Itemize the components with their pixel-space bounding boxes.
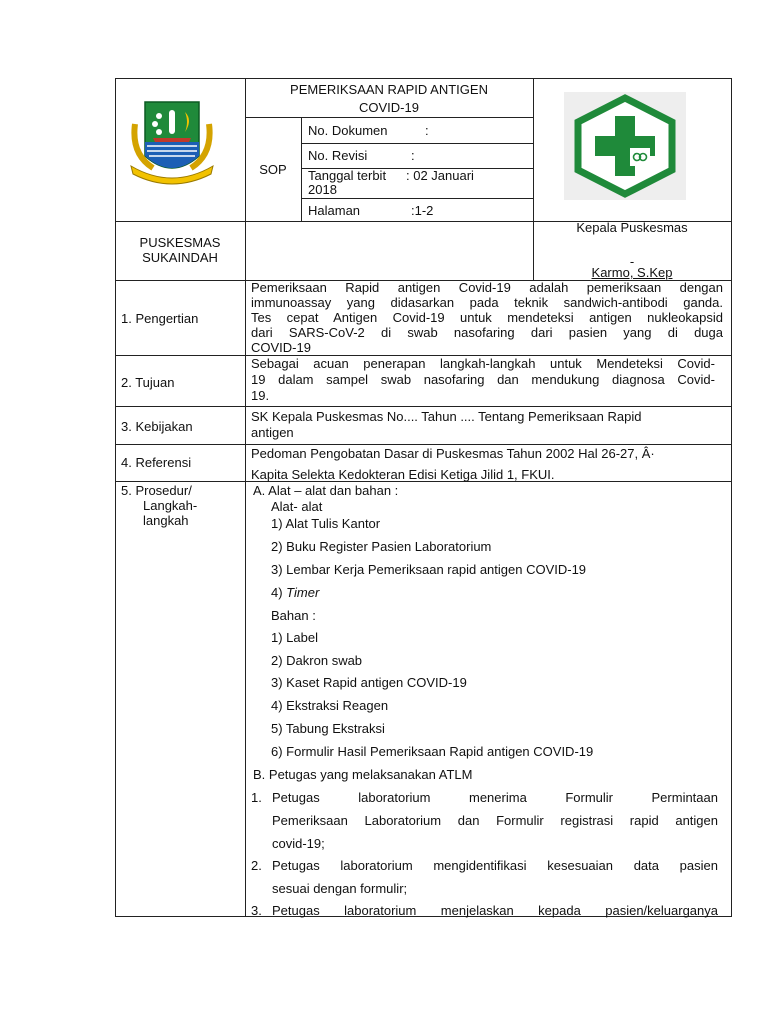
org-name-line1: PUSKESMAS bbox=[139, 235, 221, 250]
regional-emblem-logo bbox=[123, 98, 221, 190]
field-no-revisi-label: No. Revisi bbox=[308, 148, 368, 163]
field-no-dokumen-value: : bbox=[425, 123, 429, 138]
step-1-line-1: Petugas laboratorium menerima Formulir Permintaan bbox=[272, 790, 718, 805]
label-prosedur-3: langkah bbox=[143, 513, 189, 528]
alat-item-3: 3) Lembar Kerja Pemeriksaan rapid antigen COVID-19 bbox=[271, 562, 587, 577]
bahan-item-6: 6) Formulir Hasil Pemeriksaan Rapid antigen COVID-19 bbox=[271, 744, 594, 759]
alat-heading: Alat- alat bbox=[271, 499, 323, 514]
border-left bbox=[115, 78, 116, 917]
section-line-3 bbox=[115, 444, 732, 445]
alat-item-1: 1) Alat Tulis Kantor bbox=[271, 516, 381, 531]
sop-label: SOP bbox=[259, 162, 287, 177]
label-kebijakan: 3. Kebijakan bbox=[121, 419, 193, 434]
title-underline bbox=[245, 117, 533, 118]
border-top bbox=[115, 78, 732, 79]
head-title: Kepala Puskesmas bbox=[576, 220, 688, 235]
referensi-line-1: Pedoman Pengobatan Dasar di Puskesmas Tahun 2002 Hal 26-27, Â· bbox=[251, 446, 655, 461]
field-halaman-label: Halaman bbox=[308, 203, 361, 218]
pengertian-line-2: immunoassay yang didasarkan pada teknik sandwich-antibodi ganda. bbox=[251, 295, 723, 310]
border-right bbox=[731, 78, 732, 917]
tujuan-line-2: 19 dalam sampel swab nasofaring dan mendukung diagnosa Covid- bbox=[251, 372, 715, 387]
tujuan-line-1: Sebagai acuan penerapan langkah-langkah untuk Mendeteksi Covid- bbox=[251, 356, 715, 371]
sop-title-line1: PEMERIKSAAN RAPID ANTIGEN bbox=[290, 82, 488, 97]
label-referensi: 4. Referensi bbox=[121, 455, 192, 470]
pengertian-line-5: COVID-19 bbox=[251, 340, 311, 355]
sop-divider bbox=[301, 117, 302, 221]
label-pengertian: 1. Pengertian bbox=[121, 311, 199, 326]
field-halaman-value: :1-2 bbox=[411, 203, 434, 218]
alat-item-4-num: 4) bbox=[271, 585, 287, 600]
field-tanggal-year: 2018 bbox=[308, 182, 337, 197]
header-divider-right bbox=[533, 78, 534, 280]
step-1-line-3: covid-19; bbox=[272, 836, 325, 851]
step-3-line-1: Petugas laboratorium menjelaskan kepada pasien/keluarganya bbox=[272, 903, 718, 918]
tujuan-line-3: 19. bbox=[251, 388, 270, 403]
bahan-item-3: 3) Kaset Rapid antigen COVID-19 bbox=[271, 675, 467, 690]
step-1-num: 1. bbox=[251, 790, 262, 805]
kebijakan-line-2: antigen bbox=[251, 425, 294, 440]
field-line-1 bbox=[301, 143, 533, 144]
org-name-line2: SUKAINDAH bbox=[142, 250, 218, 265]
pengertian-line-4: dari SARS-CoV-2 di swab nasofaring dari pasien yang di duga bbox=[251, 325, 723, 340]
step-2-num: 2. bbox=[251, 858, 262, 873]
step-2-line-1: Petugas laboratorium mengidentifikasi kesesuaian data pasien bbox=[272, 858, 718, 873]
head-dash: - bbox=[629, 254, 635, 269]
sop-title-line2: COVID-19 bbox=[359, 100, 419, 115]
label-prosedur-2: Langkah- bbox=[143, 498, 198, 513]
kebijakan-line-1: SK Kepala Puskesmas No.... Tahun .... Tentang Pemeriksaan Rapid bbox=[251, 409, 642, 424]
field-tanggal-value: : 02 Januari bbox=[406, 168, 474, 183]
bahan-item-2: 2) Dakron swab bbox=[271, 653, 363, 668]
step-1-line-2: Pemeriksaan Laboratorium dan Formulir registrasi rapid antigen bbox=[272, 813, 718, 828]
bahan-item-5: 5) Tabung Ekstraksi bbox=[271, 721, 385, 736]
prosedur-b-title: B. Petugas yang melaksanakan ATLM bbox=[253, 767, 473, 782]
pengertian-line-1: Pemeriksaan Rapid antigen Covid-19 adalah pemeriksaan dengan bbox=[251, 280, 723, 295]
bahan-item-1: 1) Label bbox=[271, 630, 318, 645]
sop-document bbox=[115, 78, 732, 917]
referensi-line-2: Kapita Selekta Kedokteran Edisi Ketiga Jilid 1, FKUI. bbox=[251, 467, 555, 482]
puskesmas-logo bbox=[564, 92, 686, 200]
bahan-item-4: 4) Ekstraksi Reagen bbox=[271, 698, 389, 713]
field-no-dokumen-label: No. Dokumen bbox=[308, 123, 388, 138]
alat-item-4-text: Timer bbox=[286, 585, 320, 600]
alat-item-2: 2) Buku Register Pasien Laboratorium bbox=[271, 539, 492, 554]
field-tanggal-label: Tanggal terbit bbox=[308, 168, 387, 183]
prosedur-a-title: A. Alat – alat dan bahan : bbox=[253, 483, 399, 498]
field-no-revisi-value: : bbox=[411, 148, 415, 163]
step-3-num: 3. bbox=[251, 903, 262, 918]
bahan-heading: Bahan : bbox=[271, 608, 316, 623]
pengertian-line-3: Tes cepat Antigen Covid-19 untuk mendeteksi antigen nukleokapsid bbox=[251, 310, 723, 325]
section-line-2 bbox=[115, 406, 732, 407]
field-line-3 bbox=[301, 198, 533, 199]
column-divider bbox=[245, 78, 246, 917]
head-name: Karmo, S.Kep bbox=[591, 265, 673, 280]
label-tujuan: 2. Tujuan bbox=[121, 375, 175, 390]
step-2-line-2: sesuai dengan formulir; bbox=[272, 881, 408, 896]
label-prosedur: 5. Prosedur/ bbox=[121, 483, 192, 498]
alat-item-4 bbox=[271, 585, 319, 600]
